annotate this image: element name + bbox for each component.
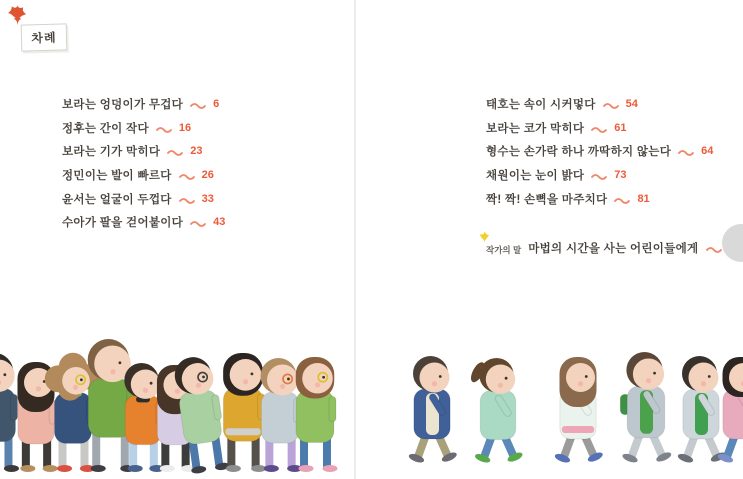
authors-note-title: 마법의 시간을 사는 어린이들에게 xyxy=(528,243,699,255)
authors-note-label: 작가의 말 xyxy=(486,244,521,256)
chapter-title: 윤서는 얼굴이 두껍다 xyxy=(62,193,172,206)
squiggle-separator xyxy=(706,245,722,253)
chapter-title: 정민이는 발이 빠르다 xyxy=(62,169,172,182)
child-figure xyxy=(172,354,230,475)
toc-entry xyxy=(486,163,713,187)
child-figure xyxy=(18,362,58,472)
toc-entry xyxy=(62,92,225,116)
squiggle-separator xyxy=(156,125,172,133)
child-figure xyxy=(88,339,136,472)
child-figure xyxy=(620,352,672,464)
chapter-title: 수아가 팔을 걷어붙이다 xyxy=(62,217,184,230)
toc-entry xyxy=(486,187,713,211)
illustration-right-page xyxy=(408,352,743,464)
chapter-page-number: 43 xyxy=(213,216,226,229)
child-figure xyxy=(261,358,303,472)
toc-entry xyxy=(62,116,225,140)
toc-entry xyxy=(62,163,225,187)
chapter-page-number: 33 xyxy=(201,192,214,205)
illustration-left-page xyxy=(0,339,337,475)
child-figure xyxy=(0,353,19,472)
page-gutter xyxy=(354,0,356,479)
child-figure xyxy=(223,353,266,472)
squiggle-separator xyxy=(179,172,195,180)
toc-entry xyxy=(62,187,225,211)
chapter-page-number: 64 xyxy=(701,145,714,158)
child-figure xyxy=(408,356,458,464)
chapter-page-number: 16 xyxy=(178,121,192,134)
chapter-title: 보라는 코가 막히다 xyxy=(486,122,585,135)
chapter-title: 짝! 짝! 손뼉을 마주치다 xyxy=(486,193,608,206)
toc-tab xyxy=(21,23,68,51)
squiggle-separator xyxy=(591,172,607,180)
next-page-button[interactable] xyxy=(722,224,743,262)
chapter-page-number: 54 xyxy=(625,97,638,110)
toc-entry xyxy=(62,210,225,234)
squiggle-separator xyxy=(603,101,619,109)
chapter-title: 태호는 속이 시커멓다 xyxy=(486,98,596,111)
child-figure xyxy=(468,358,524,464)
chapter-page-number: 61 xyxy=(614,121,627,134)
yellow-leaf-icon xyxy=(479,231,490,245)
toc-tab-label: 차례 xyxy=(31,30,57,46)
squiggle-separator xyxy=(678,148,694,156)
chapter-page-number: 26 xyxy=(201,168,214,181)
chapter-page-number: 81 xyxy=(637,192,650,205)
toc-right-list xyxy=(486,92,713,210)
child-figure xyxy=(554,357,604,464)
chapter-page-number: 6 xyxy=(213,97,220,110)
child-figure xyxy=(717,357,743,464)
squiggle-separator xyxy=(614,196,630,204)
squiggle-separator xyxy=(190,101,206,109)
child-figure xyxy=(45,353,100,472)
chapter-title: 채원이는 눈이 밝다 xyxy=(486,169,585,182)
squiggle-separator xyxy=(190,219,206,227)
squiggle-separator xyxy=(167,148,183,156)
toc-left-list xyxy=(62,92,225,234)
squiggle-separator xyxy=(591,125,607,133)
toc-entry xyxy=(486,116,713,140)
chapter-title: 형수는 손가락 하나 까딱하지 않는다 xyxy=(486,146,672,159)
toc-entry xyxy=(62,139,225,163)
toc-entry xyxy=(486,92,713,116)
toc-entry xyxy=(486,139,713,163)
child-figure xyxy=(157,365,196,472)
squiggle-separator xyxy=(179,196,195,204)
chapter-title: 보라는 기가 막히다 xyxy=(62,146,161,159)
chapter-title: 정후는 간이 작다 xyxy=(62,122,149,135)
child-figure xyxy=(296,357,338,472)
authors-note xyxy=(486,240,743,256)
chapter-title: 보라는 엉덩이가 무겁다 xyxy=(62,98,184,111)
chapter-page-number: 23 xyxy=(190,145,203,158)
child-figure xyxy=(124,363,164,472)
chapter-page-number: 73 xyxy=(614,168,627,181)
child-figure xyxy=(677,356,727,464)
